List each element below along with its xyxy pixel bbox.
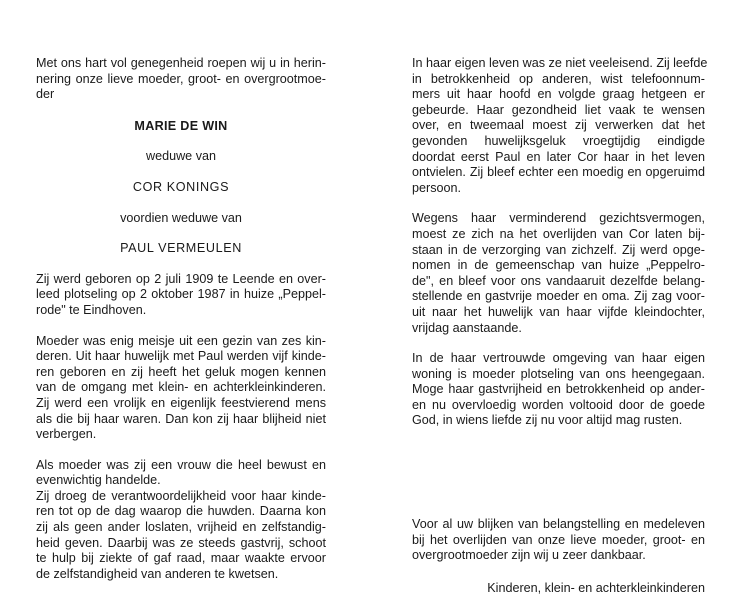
- text-line: over, en tweemaal moest zij verwerken dat het: [412, 118, 705, 133]
- text-line: God, in wiens liefde zij nu voor altijd mag rusten.: [412, 413, 683, 428]
- signature-line: Kinderen, klein- en achterkleinkinderen: [487, 580, 705, 595]
- text-line: uit naar het huwelijk van haar vijfde kleindochter,: [412, 304, 705, 319]
- text-line: Zij droeg de verantwoordelijkheid voor haar kinde-: [36, 488, 326, 503]
- left-column: [36, 56, 326, 582]
- text-line: doordat eerst Paul en later Cor haar in het leven: [412, 149, 705, 164]
- text-line: de zelfstandigheid van anderen te kwetsen.: [36, 566, 279, 581]
- text-line: Als moeder was zij een vrouw die heel bewust en: [36, 457, 326, 472]
- text-line: staan in de verzorging van zichzelf. Zij werd opge-: [412, 242, 705, 257]
- text-line: Moge haar gastvrijheid en betrokkenheid op ander-: [412, 382, 705, 397]
- text-line: Wegens haar verminderend gezichtsvermogen,: [412, 211, 705, 226]
- text-line: In haar eigen leven was ze niet veeleisend. Zij leefde: [412, 56, 708, 70]
- right-column: [412, 56, 708, 596]
- thanks-paragraph: [412, 517, 705, 564]
- passing-paragraph: [412, 351, 705, 429]
- text-line: In de haar vertrouwde omgeving van haar eigen: [412, 351, 705, 366]
- text-line: evenwichtig handelde.: [36, 473, 161, 488]
- text-line: ren geboren en zij heeft het geluk mogen kennen: [36, 364, 326, 379]
- text-line: zij als geen ander loslaten, vrijheid en zelfstandig-: [36, 520, 326, 535]
- text-line: moest ze zich na het overlijden van Cor laten bij-: [412, 226, 705, 241]
- text-line: Voor al uw blijken van belangstelling en medeleven: [412, 517, 705, 532]
- text-line: gebeurde. Haar gezondheid liet vaak te wensen: [412, 102, 705, 117]
- text-line: nomen in de gemeenschap van huize „Peppelro-: [412, 258, 705, 273]
- text-line: ontvielen. Zij bleef echter een moedig en opgeruimd: [412, 165, 705, 180]
- care-paragraph: [412, 211, 705, 336]
- text-line: stellende en gastvrije moeder en oma. Zij zag voor-: [412, 289, 705, 304]
- text-line: van de omgang met klein- en achterkleinkinderen.: [36, 380, 326, 395]
- text-line: te hulp bij ziekte of gaf raad, maar waakte ervoor: [36, 551, 326, 566]
- family-paragraph: [36, 334, 326, 443]
- life-paragraph: [412, 56, 708, 196]
- text-line: der: [36, 87, 55, 102]
- birth-death-paragraph: [36, 272, 326, 319]
- text-line: en nu overvloedig worden voltooid door de goede: [412, 397, 705, 412]
- text-line: Zij werd geboren op 2 juli 1909 te Leende en over-: [36, 271, 326, 286]
- intro-paragraph: [36, 56, 326, 103]
- text-line: gevonden huwelijksgeluk vroegtijdig eindigde: [412, 133, 705, 148]
- text-line: Zij werd een vrolijk en eigenlijk feestvierend mens: [36, 395, 326, 410]
- text-line: rode" te Eindhoven.: [36, 302, 147, 317]
- text-line: deren. Uit haar huwelijk met Paul werden vijf kinde-: [36, 349, 326, 364]
- text-line: woning is moeder plotseling van ons heengegaan.: [412, 366, 705, 381]
- deceased-name: MARIE DE WIN: [134, 118, 228, 133]
- text-line: als die bij haar waren. Dan kon zij haar blijheid niet: [36, 411, 326, 426]
- text-line: vrijdag aanstaande.: [412, 320, 522, 335]
- text-line: nering onze lieve moeder, groot- en overgrootmoe-: [36, 71, 326, 86]
- text-line: persoon.: [412, 180, 462, 195]
- text-line: ren tot op de dag waarop die huwden. Daarna kon: [36, 504, 326, 519]
- text-line: bij het overlijden van onze lieve moeder, groot- en: [412, 532, 705, 547]
- mother-paragraph: [36, 458, 326, 583]
- husband-name: COR KONINGS: [132, 179, 230, 194]
- first-husband-name: PAUL VERMEULEN: [120, 241, 242, 256]
- text-line: mers uit haar hoofd en volgde graag hetgeen er: [412, 87, 705, 102]
- previously-widow-label: voordien weduwe van: [120, 210, 242, 225]
- text-line: de", en bleef voor ons vandaaruit dezelfde belang-: [412, 273, 705, 288]
- text-line: verbergen.: [36, 427, 97, 442]
- text-line: in betrokkenheid op anderen, wist telefoonnum-: [412, 71, 705, 86]
- text-line: overgrootmoeder zijn wij u zeer dankbaar.: [412, 548, 646, 563]
- widow-of-label: weduwe van: [145, 149, 216, 164]
- text-line: leed plotseling op 2 oktober 1987 in huize „Peppel-: [36, 287, 326, 302]
- text-line: heid geven. Daarbij was ze steeds gastvrij, schoot: [36, 535, 326, 550]
- text-line: Met ons hart vol genegenheid roepen wij u in herin-: [36, 56, 326, 70]
- text-line: Moeder was enig meisje uit een gezin van zes kin-: [36, 333, 326, 348]
